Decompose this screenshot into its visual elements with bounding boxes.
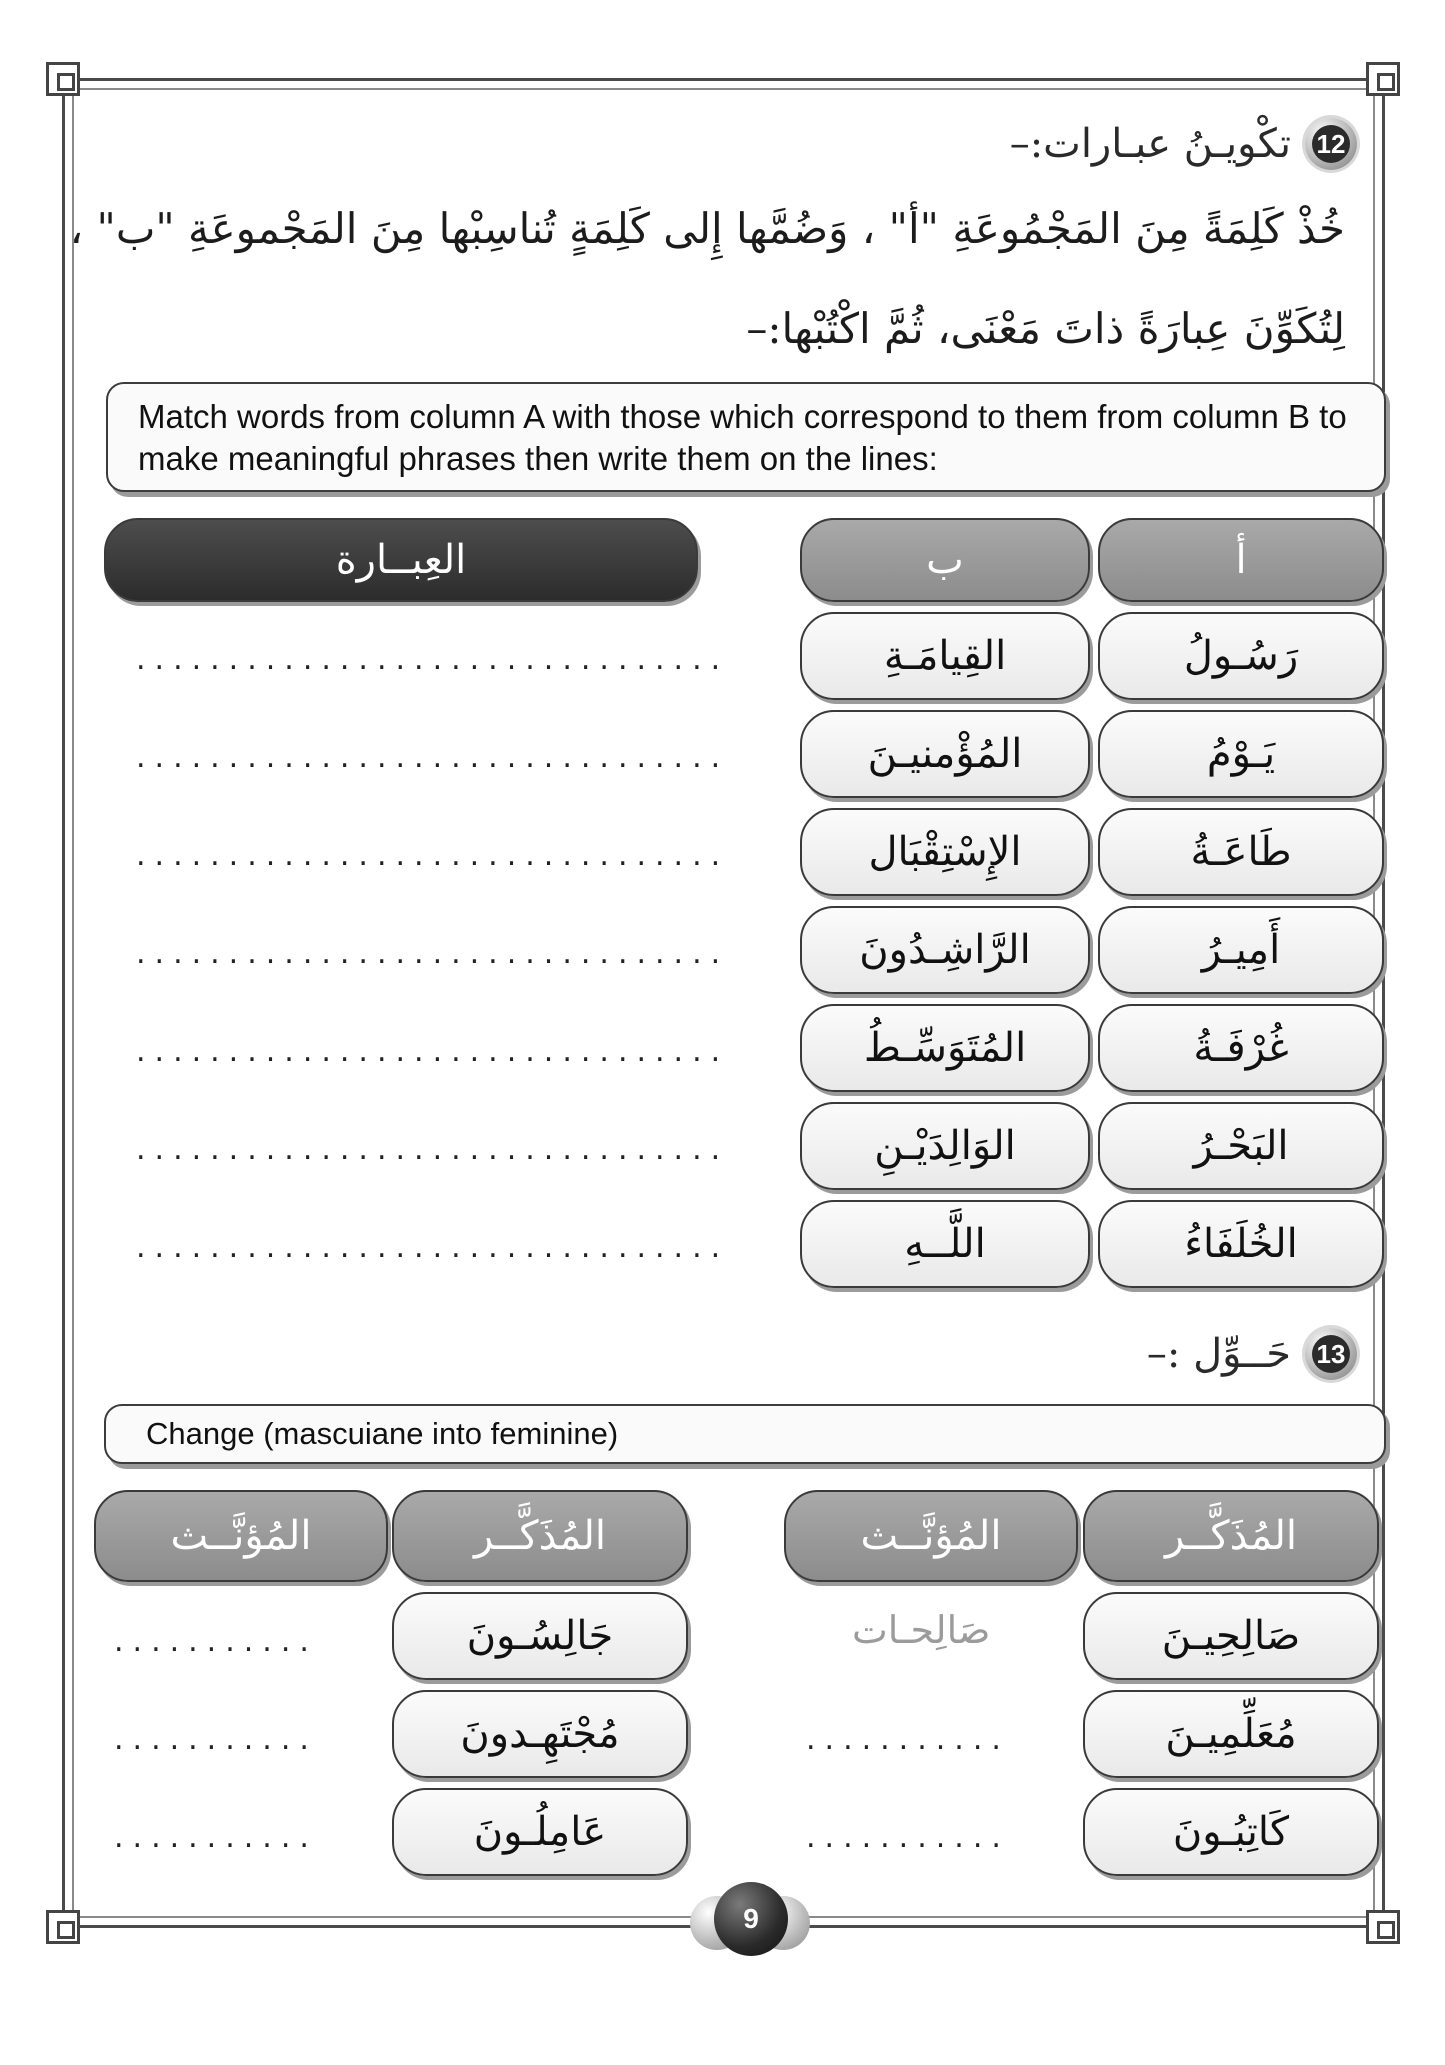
exercise-12-heading: [1010, 118, 1357, 170]
corner-ornament-bottom-right: [1366, 1910, 1400, 1944]
exercise-13-number-badge: 13: [1305, 1328, 1357, 1380]
left-feminine-answer-line[interactable]: ...........: [114, 1820, 318, 1855]
left-feminine-answer-line[interactable]: ...........: [114, 1624, 318, 1659]
phrase-answer-line[interactable]: ................................: [136, 1230, 730, 1265]
exercise-12-number-badge: 12: [1305, 118, 1357, 170]
exercise-13-title: حَــوِّل :–: [1146, 1331, 1291, 1377]
column-b-header: ب: [800, 518, 1090, 602]
right-masculine-word: مُعَلِّمِيـنَ: [1083, 1690, 1379, 1778]
column-b-word: اللَّــهِ: [800, 1200, 1090, 1288]
phrase-column-header: العِبــارة: [104, 518, 698, 602]
right-masculine-header: المُذَكَّــر: [1083, 1490, 1379, 1582]
phrase-answer-line[interactable]: ................................: [136, 838, 730, 873]
right-masculine-word: صَالِحِيـنَ: [1083, 1592, 1379, 1680]
column-b-word: المُؤْمنيـنَ: [800, 710, 1090, 798]
phrase-answer-line[interactable]: ................................: [136, 1132, 730, 1167]
column-b-word: الرَّاشِـدُونَ: [800, 906, 1090, 994]
phrase-answer-line[interactable]: ................................: [136, 740, 730, 775]
exercise-12-english-instruction: Match words from column A with those which correspond to them from column B to make meaningful phrases then write them on the lines:: [106, 382, 1386, 492]
left-masculine-header: المُذَكَّــر: [392, 1490, 688, 1582]
column-a-word: البَحْـرُ: [1098, 1102, 1384, 1190]
column-a-word: الخُلَفَاءُ: [1098, 1200, 1384, 1288]
column-a-word: أَمِيـرُ: [1098, 906, 1384, 994]
column-a-word: طَاعَـةُ: [1098, 808, 1384, 896]
column-b-word: القِيامَـةِ: [800, 612, 1090, 700]
right-feminine-answer-line[interactable]: ...........: [806, 1820, 1010, 1855]
left-masculine-word: مُجْتَهِـدونَ: [392, 1690, 688, 1778]
phrase-answer-line[interactable]: ................................: [136, 1034, 730, 1069]
right-feminine-example-answer: صَالِحـات: [852, 1608, 991, 1652]
phrase-answer-line[interactable]: ................................: [136, 642, 730, 677]
left-masculine-word: عَامِلُـونَ: [392, 1788, 688, 1876]
left-feminine-answer-line[interactable]: ...........: [114, 1722, 318, 1757]
exercise-12-title: تكْويـنُ عبـارات:–: [1009, 121, 1291, 167]
corner-ornament-bottom-left: [46, 1910, 80, 1944]
exercise-13-english-instruction: Change (mascuiane into feminine): [104, 1404, 1386, 1464]
corner-ornament-top-left: [46, 62, 80, 96]
column-a-header: أ: [1098, 518, 1384, 602]
column-b-word: المُتَوَسِّـطُ: [800, 1004, 1090, 1092]
column-a-word: يَـوْمُ: [1098, 710, 1384, 798]
phrase-answer-line[interactable]: ................................: [136, 936, 730, 971]
page-number: 9: [714, 1882, 788, 1956]
column-b-word: الوَالِدَيْـنِ: [800, 1102, 1090, 1190]
left-masculine-word: جَالِسُـونَ: [392, 1592, 688, 1680]
column-a-word: رَسُـولُ: [1098, 612, 1384, 700]
left-feminine-header: المُؤنَّــث: [94, 1490, 388, 1582]
exercise-12-instruction-line-1: خُذْ كَلِمَةً مِنَ المَجْمُوعَةِ "أ" ، وَضُمَّها إِلى كَلِمَةٍ تُناسِبْها مِنَ المَجْموعَةِ "ب" ،: [69, 204, 1345, 253]
right-feminine-answer-line[interactable]: ...........: [806, 1722, 1010, 1757]
right-masculine-word: كَاتِبُـونَ: [1083, 1788, 1379, 1876]
exercise-13-heading: [1147, 1328, 1357, 1380]
column-a-word: غُرْفَـةُ: [1098, 1004, 1384, 1092]
exercise-12-instruction-line-2: لِتُكَوِّنَ عِبارَةً ذاتَ مَعْنَى، ثُمَّ اكْتُبْها:–: [746, 304, 1345, 353]
page-number-badge: [690, 1878, 810, 1966]
corner-ornament-top-right: [1366, 62, 1400, 96]
column-b-word: الإِسْتِقْبَال: [800, 808, 1090, 896]
right-feminine-header: المُؤنَّــث: [784, 1490, 1078, 1582]
